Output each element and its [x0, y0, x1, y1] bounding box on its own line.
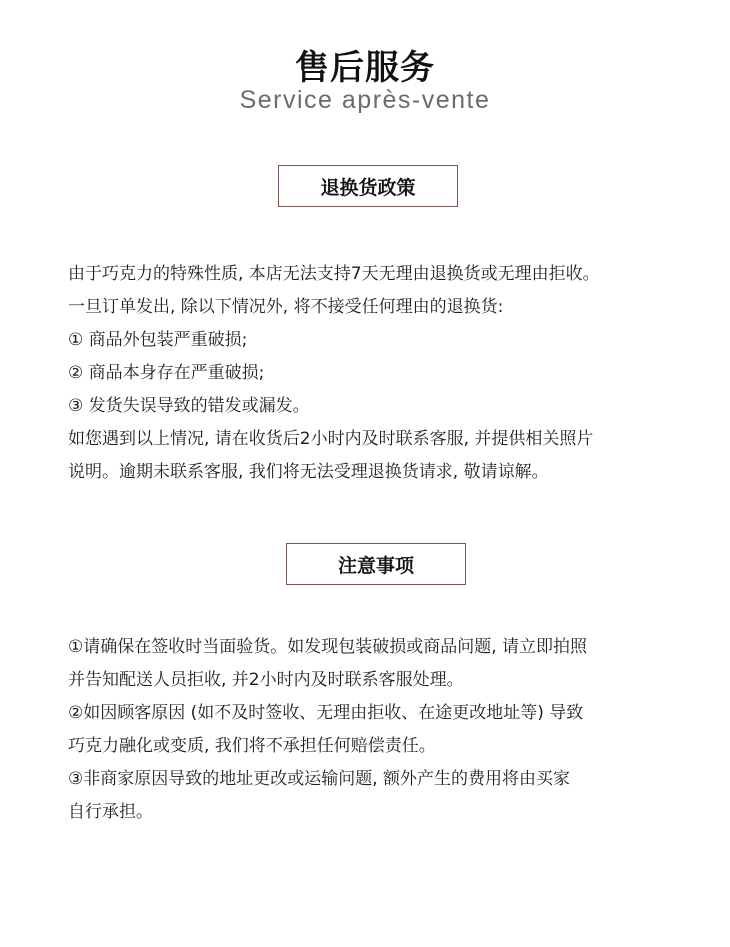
- page-subtitle: Service après-vente: [239, 86, 491, 114]
- notes-text: [68, 631, 708, 829]
- notes-line: ③非商家原因导致的地址更改或运输问题, 额外产生的费用将由买家: [68, 769, 571, 789]
- policy-line: ② 商品本身存在严重破损;: [68, 363, 265, 383]
- policy-line: 如您遇到以上情况, 请在收货后2小时内及时联系客服, 并提供相关照片: [68, 429, 594, 449]
- return-policy-text: [68, 258, 708, 489]
- notes-line: 并告知配送人员拒收, 并2小时内及时联系客服处理。: [68, 670, 464, 690]
- notes-line: 自行承担。: [68, 802, 153, 822]
- notes-line: ②如因顾客原因 (如不及时签收、无理由拒收、在途更改地址等) 导致: [68, 703, 584, 723]
- policy-line: 由于巧克力的特殊性质, 本店无法支持7天无理由退换货或无理由拒收。: [68, 264, 600, 284]
- policy-line: ① 商品外包装严重破损;: [68, 330, 248, 350]
- notes-heading: 注意事项: [337, 554, 414, 577]
- policy-line: ③ 发货失误导致的错发或漏发。: [68, 396, 310, 416]
- page-title: 售后服务: [295, 48, 435, 88]
- policy-line: 一旦订单发出, 除以下情况外, 将不接受任何理由的退换货:: [68, 297, 504, 317]
- notes-heading-box: [286, 543, 466, 585]
- return-policy-heading: 退换货政策: [320, 176, 416, 199]
- return-policy-heading-box: [278, 165, 458, 207]
- policy-line: 说明。逾期未联系客服, 我们将无法受理退换货请求, 敬请谅解。: [68, 462, 549, 482]
- notes-line: 巧克力融化或变质, 我们将不承担任何赔偿责任。: [68, 736, 436, 756]
- notes-line: ①请确保在签收时当面验货。如发现包装破损或商品问题, 请立即拍照: [68, 637, 588, 657]
